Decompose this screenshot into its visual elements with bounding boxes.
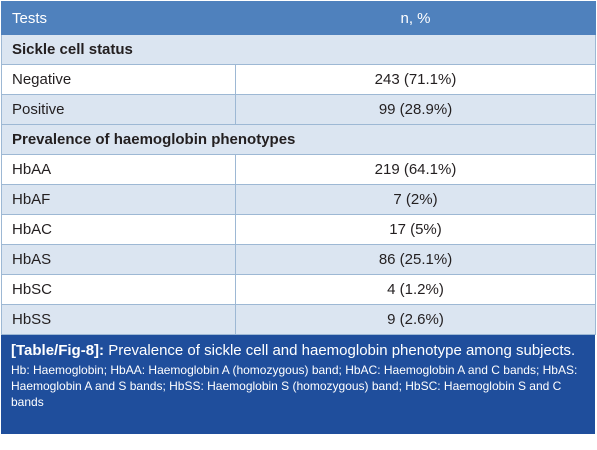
table-caption xyxy=(1,335,595,434)
row-value: 86 (25.1%) xyxy=(236,245,596,275)
header-row xyxy=(2,2,596,35)
row-label: Negative xyxy=(2,65,236,95)
row-label: HbSS xyxy=(2,305,236,335)
section-row xyxy=(2,35,596,65)
table-row xyxy=(2,305,596,335)
row-label: HbAS xyxy=(2,245,236,275)
caption-title: Prevalence of sickle cell and haemoglobin phenotype among subjects. xyxy=(108,342,576,359)
data-table xyxy=(1,1,596,335)
row-label: HbAC xyxy=(2,215,236,245)
row-value: 9 (2.6%) xyxy=(236,305,596,335)
header-n-percent: n, % xyxy=(236,2,596,35)
caption-title-line xyxy=(11,342,587,359)
row-label: Positive xyxy=(2,95,236,125)
row-value: 7 (2%) xyxy=(236,185,596,215)
caption-ref: [Table/Fig-8]: xyxy=(11,342,105,359)
caption-notes: Hb: Haemoglobin; HbAA: Haemoglobin A (homozygous) band; HbAC: Haemoglobin A and C bands; HbAS: Haemoglobin A and S bands; HbSS: Haemoglobin S (homozygous) band; HbSC: Haemoglobin S and C bands xyxy=(11,363,578,409)
table-row xyxy=(2,275,596,305)
table-row xyxy=(2,185,596,215)
table-row xyxy=(2,65,596,95)
table-row xyxy=(2,245,596,275)
row-label: HbAF xyxy=(2,185,236,215)
row-value: 243 (71.1%) xyxy=(236,65,596,95)
row-value: 17 (5%) xyxy=(236,215,596,245)
table-row xyxy=(2,215,596,245)
header-tests: Tests xyxy=(2,2,236,35)
table-row xyxy=(2,95,596,125)
row-value: 4 (1.2%) xyxy=(236,275,596,305)
row-value: 99 (28.9%) xyxy=(236,95,596,125)
row-value: 219 (64.1%) xyxy=(236,155,596,185)
section-title: Prevalence of haemoglobin phenotypes xyxy=(2,125,596,155)
table-row xyxy=(2,155,596,185)
row-label: HbSC xyxy=(2,275,236,305)
row-label: HbAA xyxy=(2,155,236,185)
figure-table xyxy=(1,1,595,434)
section-row xyxy=(2,125,596,155)
section-title: Sickle cell status xyxy=(2,35,596,65)
